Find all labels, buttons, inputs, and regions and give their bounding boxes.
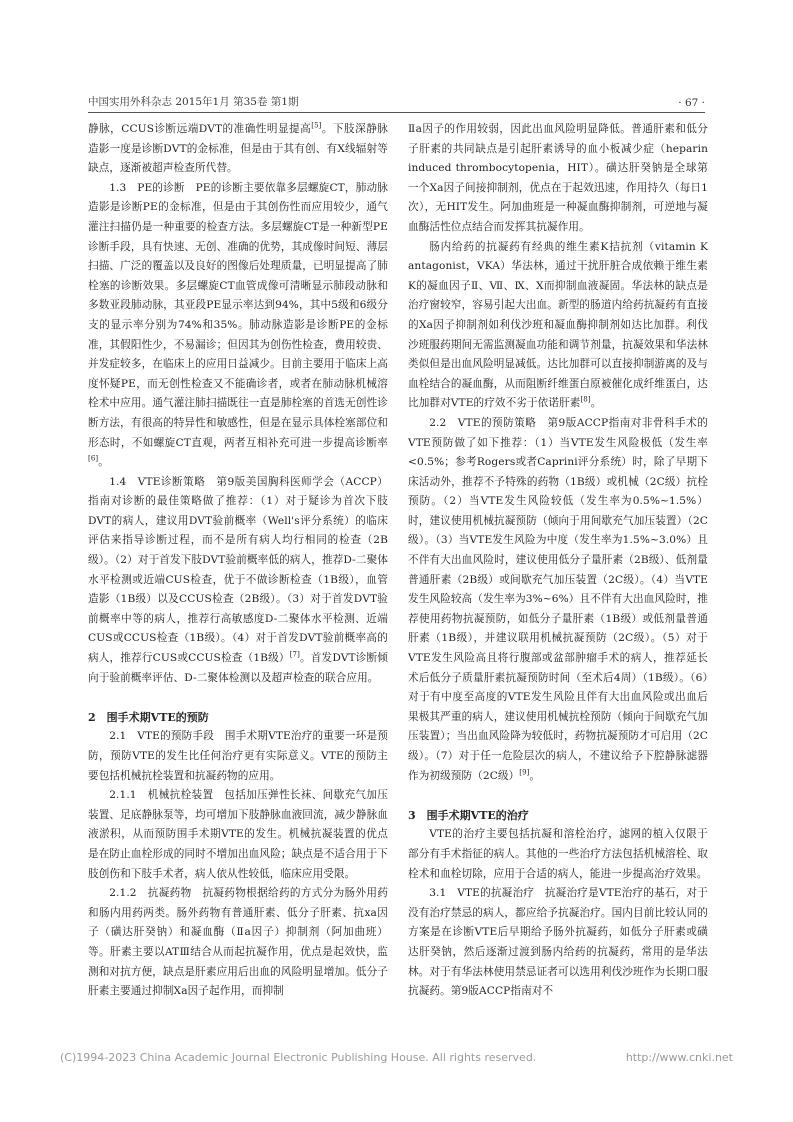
para-text: 。 xyxy=(529,769,541,782)
para-text: 1.4 VTE诊断策略 第9版美国胸科医师学会（ACCP）指南对诊断的最佳策略做了推荐：（1）对于疑诊为首次下肢DVT的病人，建议用DVT验前概率（Well's评分系统）的临床评估来指导诊断过程，而不是所有病人均行相同的检查（2B级）。（2）对于首发下肢DVT验前概率低的病人，推荐D-二聚体水平检测或近端CUS检查，优于不做诊断检查（1B级），血管造影（1B级）以及CCUS检查（2B级）。（3）对于首发DVT验前概率中等的病人，推荐行高敏感度D-二聚体水平检测、近端CUS或CCUS检查（1B级）。（4）对于首发DVT验前概率高的病人，推荐行CUS或CCUS检查（1B级） xyxy=(88,475,388,665)
section-3-heading: 3 围手术期VTE的治疗 xyxy=(408,808,529,822)
page-number: · 67 · xyxy=(678,97,705,109)
para-text: 肠内给药的抗凝药有经典的维生素K拮抗剂（vitamin K antagonist，VKA）华法林，通过干扰肝脏合成依赖于维生素K的凝血因子Ⅱ、Ⅶ、Ⅸ、Ⅹ而抑制血液凝固。华法林的缺点是治疗窗较窄，容易引起大出血。新型的肠道内给药抗凝药有直接的Xa因子抑制剂如利伐沙班和凝血酶抑制剂如达比加群。利伐沙班服药期间无需监测凝血功能和调节剂量，抗凝效果和华法林类似但是出血风险明显减低。达比加群可以直接抑制游离的及与血栓结合的凝血酶，从而阻断纤维蛋白原被催化成纤维蛋白，达比加群对VTE的疗效不劣于依诺肝素 xyxy=(408,240,708,410)
cnki-link[interactable]: http://www.cnki.net xyxy=(625,1051,733,1064)
section-1-3-paragraph xyxy=(88,179,388,473)
para-text: 静脉，CCUS诊断远端DVT的准确性明显提高 xyxy=(88,123,312,135)
running-header xyxy=(88,94,705,113)
para-text: 。首发DVT诊断倾向于验前概率评估、D-二聚体检测以及超声检查的联合应用。 xyxy=(88,652,388,684)
para-text: 。下肢深静脉造影一度是诊断DVT的金标准，但是由于其有创、有X线辐射等缺点，逐渐被超声检查所代替。 xyxy=(88,123,388,175)
citation-ref: [5] xyxy=(311,121,322,130)
continued-paragraph xyxy=(88,120,388,179)
section-1-4-paragraph xyxy=(88,473,388,689)
para-text: 1.3 PE的诊断 PE的诊断主要依靠多层螺旋CT，肺动脉造影是诊断PE的金标准，但是由于其创伤性而应用较少，通气灌注扫描仍是一种重要的检查方法。多层螺旋CT是一种新型PE诊断手段，具有快速、无创、准确的优势，其成像时间短、薄层扫描、广泛的覆盖以及良好的图像后处理质量，已明显提高了肺栓塞的诊断效果。多层螺旋CT血管成像可清晰显示肺段动脉和多数亚段肺动脉，其亚段PE显示率达到94%，其中5级和6级分支的显示率分别为74%和35%。肺动脉造影是诊断PE的金标准，其假阳性少，不易漏诊；但因其为创伤性检查，费用较贵、并发症较多，在临床上的应用日益减少。目前主要用于临床上高度怀疑PE，而无创性检查又不能确诊者，或者在肺动脉机械溶栓术中应用。通气灌注肺扫描既往一直是肺栓塞的首选无创性诊断方法，有很高的特异性和敏感性，但是在显示具体栓塞部位和形态时，不如螺旋CT直观，两者互相补充可进一步提高诊断率 xyxy=(88,181,388,449)
section-2-2-paragraph xyxy=(408,414,708,786)
citation-ref: [8] xyxy=(580,395,591,404)
section-2-1-paragraph: 2.1 VTE的预防手段 围手术期VTE治疗的重要一环是预防，预防VTE的发生比任何治疗更有实际意义。VTE的预防主要包括机械抗栓装置和抗凝药物的应用。 xyxy=(88,730,388,782)
left-column xyxy=(88,120,388,1002)
section-3-intro-paragraph: VTE的治疗主要包括抗凝和溶栓治疗，滤网的植入仅限于部分有手术指征的病人。其他的一些治疗方法包括机械溶栓、取栓术和血栓切除，应用于合适的病人，能进一步提高治疗效果。 xyxy=(408,828,708,880)
para-text: 。 xyxy=(590,397,602,410)
right-column xyxy=(408,120,708,1002)
para-text: 2.2 VTE的预防策略 第9版ACCP指南对非骨科手术的VTE预防做了如下推荐：（1）当VTE发生风险极低（发生率<0.5%；参考Rogers或者Caprini评分系统）时，除了早期下床活动外，推荐不予特殊的药物（1B级）或机械（2C级）抗栓预防。（2）当VTE发生风险较低（发生率为0.5%~1.5%）时，建议使用机械抗凝预防（倾向于用间歇充气加压装置）（2C级）。（3）当VTE发生风险为中度（发生率为1.5%~3.0%）且不伴有大出血风险时，建议使用低分子量肝素（2B级）、低剂量普通肝素（2B级）或间歇充气加压装置（2C级）。（4）当VTE发生风险较高（发生率为3%~6%）且不伴有大出血风险时，推荐使用药物抗凝预防，如低分子量肝素（1B级）或低剂量普通肝素（1B级），并建议联用机械抗凝预防（2C级）。（5）对于VTE发生风险高且将行腹部或盆部肿瘤手术的病人，推荐延长术后低分子质量肝素抗凝预防时间（至术后4周）（1B级）。（6）对于有中度至高度的VTE发生风险且伴有大出血风险或出血后果极其严重的病人，建议使用机械抗栓预防（倾向于间歇充气加压装置）；当出血风险降为较低时，药物抗凝预防才可启用（2C级）。（7）对于任一危险层次的病人，不建议给予下腔静脉滤器作为初级预防（2C级） xyxy=(408,416,708,782)
para-text: 。 xyxy=(98,456,109,469)
citation-ref: [6] xyxy=(88,454,99,463)
copyright-text: (C)1994-2023 China Academic Journal Electronic Publishing House. All rights reserved. xyxy=(60,1051,537,1064)
copyright-footer xyxy=(60,1051,733,1064)
body-columns xyxy=(88,120,708,1002)
oral-anticoagulant-paragraph xyxy=(408,238,708,414)
section-3-1-paragraph: 3.1 VTE的抗凝治疗 抗凝治疗是VTE治疗的基石，对于没有治疗禁忌的病人，都应给予抗凝治疗。国内目前比较认同的方案是在诊断VTE后早期给予肠外抗凝药，如低分子肝素或磺达肝癸钠，然后逐渐过渡到肠内给药的抗凝药，常用的是华法林。对于有华法林使用禁忌证者可以选用利伐沙班作为长期口服抗凝药。第9版ACCP指南对不 xyxy=(408,887,708,998)
journal-citation: 中国实用外科杂志 2015年1月 第35卷 第1期 xyxy=(88,96,299,108)
section-2-heading: 2 围手术期VTE的预防 xyxy=(88,710,209,724)
citation-ref: [9] xyxy=(519,768,530,777)
section-2-1-1-paragraph: 2.1.1 机械抗栓装置 包括加压弹性长袜、间歇充气加压装置、足底静脉泵等，均可增加下肢静脉血液回流，减少静脉血液淤积，从而预防围手术期VTE的发生。机械抗凝装置的优点是在防止血栓形成的同时不增加出血风险；缺点是不适合用于下肢创伤和下肢手术者，病人依从性较低，临床应用受限。 xyxy=(88,789,388,880)
continued-paragraph: Ⅱa因子的作用较弱，因此出血风险明显降低。普通肝素和低分子肝素的共同缺点是引起肝素诱导的血小板减少症（heparin induced thrombocytopenia，HIT）。磺达肝癸钠是全球第一个Xa因子间接抑制剂，优点在于起效迅速，作用持久（每日1次），无HIT发生。阿加曲班是一种凝血酶抑制剂，可逆地与凝血酶活性位点结合而发挥其抗凝作用。 xyxy=(408,123,708,233)
section-2-1-2-paragraph: 2.1.2 抗凝药物 抗凝药物根据给药的方式分为肠外用药和肠内用药两类。肠外药物有普通肝素、低分子肝素、抗xa因子（磺达肝癸钠）和凝血酶（Ⅱa因子）抑制剂（阿加曲班）等。肝素主要以ATⅢ结合从而起抗凝作用，优点是起效快，监测和对抗方便，缺点是肝素应用后出血的风险明显增加。低分子肝素主要通过抑制Xa因子起作用，而抑制 xyxy=(88,887,388,998)
citation-ref: [7] xyxy=(289,650,300,659)
